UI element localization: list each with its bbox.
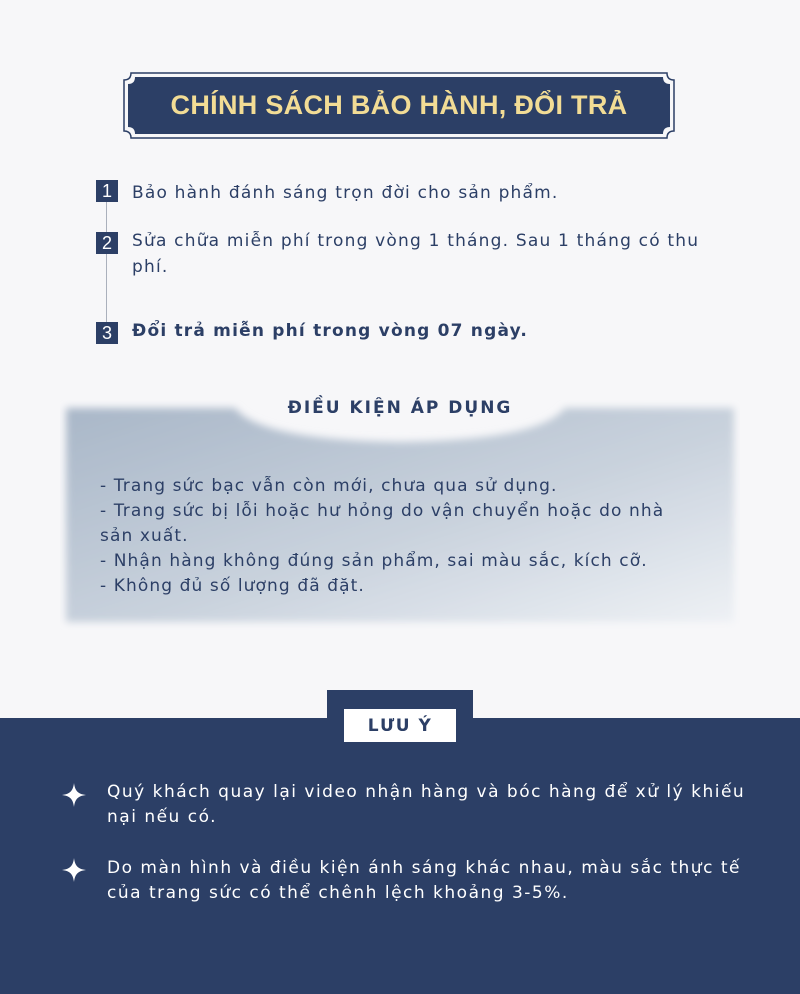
step-2-number: 2 [96,232,118,254]
conditions-title: ĐIỀU KIỆN ÁP DỤNG [287,398,513,418]
condition-item: - Trang sức bạc vẫn còn mới, chưa qua sử dụng. [100,476,558,496]
notes-label: LƯU Ý [344,709,456,742]
page-title: CHÍNH SÁCH BẢO HÀNH, ĐỔI TRẢ [170,90,628,120]
condition-item: - Nhận hàng không đúng sản phẩm, sai màu sắc, kích cỡ. [100,551,648,571]
condition-item: - Trang sức bị lỗi hoặc hư hỏng do vận chuyển hoặc do nhà sản xuất. [100,501,665,546]
step-3-number: 3 [96,322,118,344]
step-1-number: 1 [96,180,118,202]
steps-connector-line [106,200,107,322]
sparkle-icon [62,858,86,882]
title-banner [123,72,675,139]
note-item-1-text: Quý khách quay lại video nhận hàng và bóc hàng để xử lý khiếu nại nếu có. [107,782,746,827]
sparkle-icon [62,783,86,807]
conditions-list [100,474,740,599]
step-1-text: Bảo hành đánh sáng trọn đời cho sản phẩm. [132,183,559,203]
condition-item: - Không đủ số lượng đã đặt. [100,576,365,596]
step-3-text: Đổi trả miễn phí trong vòng 07 ngày. [132,321,528,341]
step-2-text: Sửa chữa miễn phí trong vòng 1 tháng. Sau 1 tháng có thu phí. [132,231,700,277]
note-item-2-text: Do màn hình và điều kiện ánh sáng khác nhau, màu sắc thực tế của trang sức có thể chênh lệch khoảng 3-5%. [107,858,741,903]
